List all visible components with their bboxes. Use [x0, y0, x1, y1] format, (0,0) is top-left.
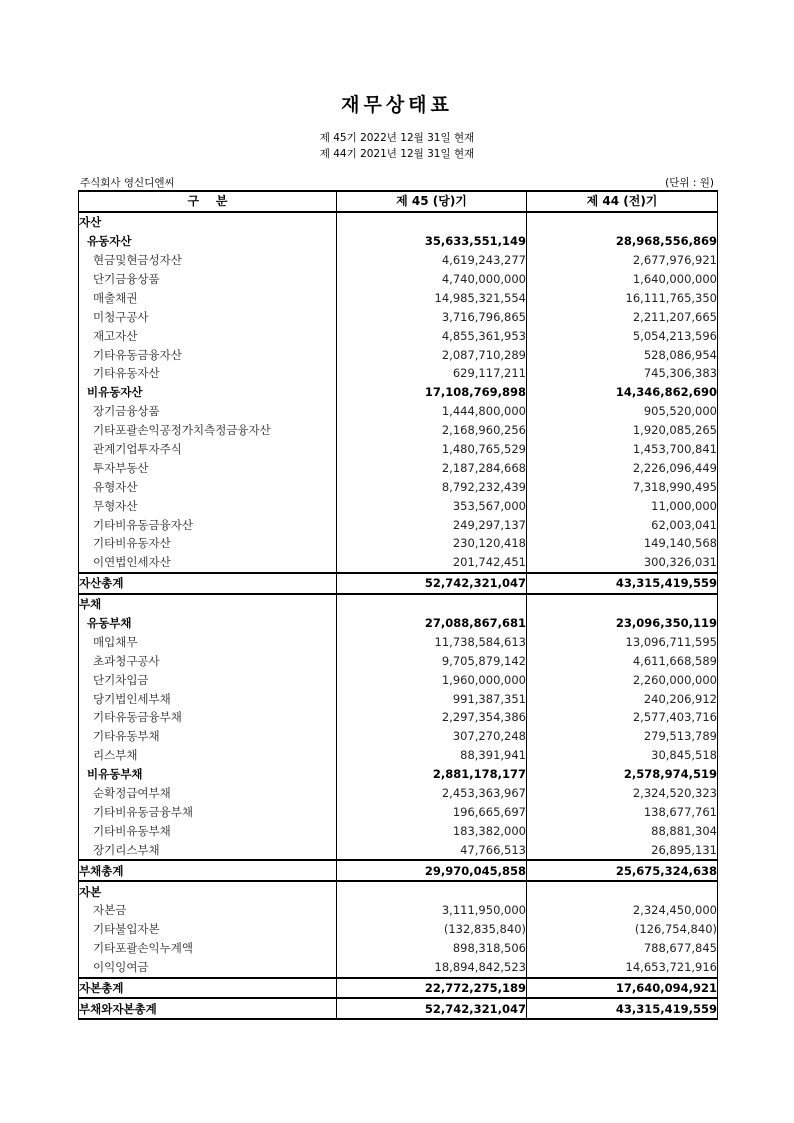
- table-row-item: [79, 288, 718, 307]
- row-prior-value: 2,324,520,323: [527, 784, 718, 803]
- row-prior-value: 1,640,000,000: [527, 270, 718, 289]
- row-current-value: 3,716,796,865: [337, 307, 527, 326]
- row-label: 매입채무: [79, 632, 337, 651]
- table-row-item: [79, 746, 718, 765]
- row-label: 무형자산: [79, 496, 337, 515]
- row-prior-value: 7,318,990,495: [527, 477, 718, 496]
- row-prior-value: 28,968,556,869: [527, 232, 718, 251]
- row-prior-value: 240,206,912: [527, 689, 718, 708]
- row-label: 자산: [79, 212, 337, 232]
- row-current-value: 2,881,178,177: [337, 765, 527, 784]
- table-row-total: [79, 860, 718, 881]
- row-label: 자산총계: [79, 573, 337, 594]
- row-prior-value: 788,677,845: [527, 939, 718, 958]
- row-current-value: 47,766,513: [337, 840, 527, 860]
- header-current: 제 45 (당)기: [337, 191, 527, 212]
- row-current-value: 8,792,232,439: [337, 477, 527, 496]
- table-row-total: [79, 573, 718, 594]
- row-prior-value: 2,677,976,921: [527, 251, 718, 270]
- row-prior-value: 13,096,711,595: [527, 632, 718, 651]
- row-prior-value: 25,675,324,638: [527, 860, 718, 881]
- row-label: 부채: [79, 594, 337, 614]
- table-row-item: [79, 440, 718, 459]
- row-current-value: 353,567,000: [337, 496, 527, 515]
- row-prior-value: 1,453,700,841: [527, 440, 718, 459]
- row-label: 기타유동금융부채: [79, 708, 337, 727]
- period-current: 제 45기 2022년 12월 31일 현재: [319, 132, 475, 144]
- row-prior-value: 17,640,094,921: [527, 978, 718, 999]
- row-current-value: 898,318,506: [337, 939, 527, 958]
- row-prior-value: 149,140,568: [527, 534, 718, 553]
- row-label: 기타포괄손익누계액: [79, 939, 337, 958]
- table-row-item: [79, 251, 718, 270]
- period-prior: 제 44기 2021년 12월 31일 현재: [319, 148, 475, 160]
- table-row-item: [79, 803, 718, 822]
- table-row-item: [79, 670, 718, 689]
- row-current-value: 991,387,351: [337, 689, 527, 708]
- row-current-value: [337, 594, 527, 614]
- row-label: 기타유동부채: [79, 727, 337, 746]
- row-current-value: (132,835,840): [337, 920, 527, 939]
- row-label: 부채와자본총계: [79, 998, 337, 1019]
- table-row-item: [79, 553, 718, 573]
- row-prior-value: 23,096,350,119: [527, 614, 718, 633]
- row-label: 장기금융상품: [79, 402, 337, 421]
- row-current-value: 4,855,361,953: [337, 326, 527, 345]
- table-row-item: [79, 689, 718, 708]
- table-row-item: [79, 901, 718, 920]
- row-prior-value: 43,315,419,559: [527, 998, 718, 1019]
- table-row-subtotal: [79, 614, 718, 633]
- row-current-value: 196,665,697: [337, 803, 527, 822]
- row-prior-value: [527, 881, 718, 901]
- table-row-subtotal: [79, 383, 718, 402]
- row-prior-value: 88,881,304: [527, 821, 718, 840]
- row-prior-value: [527, 212, 718, 232]
- row-current-value: 2,168,960,256: [337, 421, 527, 440]
- row-label: 현금및현금성자산: [79, 251, 337, 270]
- row-prior-value: 300,326,031: [527, 553, 718, 573]
- row-current-value: 27,088,867,681: [337, 614, 527, 633]
- table-row-item: [79, 477, 718, 496]
- row-label: 투자부동산: [79, 458, 337, 477]
- table-row-item: [79, 364, 718, 383]
- row-label: 단기차입금: [79, 670, 337, 689]
- row-label: 기타비유동자산: [79, 534, 337, 553]
- row-current-value: 11,738,584,613: [337, 632, 527, 651]
- row-prior-value: 14,346,862,690: [527, 383, 718, 402]
- row-prior-value: 43,315,419,559: [527, 573, 718, 594]
- row-label: 자본: [79, 881, 337, 901]
- row-label: 기타비유동금융자산: [79, 515, 337, 534]
- table-row-subtotal: [79, 765, 718, 784]
- row-prior-value: 4,611,668,589: [527, 651, 718, 670]
- row-label: 기타불입자본: [79, 920, 337, 939]
- row-prior-value: 528,086,954: [527, 345, 718, 364]
- table-row-item: [79, 821, 718, 840]
- table-row-item: [79, 515, 718, 534]
- row-current-value: 4,740,000,000: [337, 270, 527, 289]
- row-current-value: 9,705,879,142: [337, 651, 527, 670]
- table-row-item: [79, 651, 718, 670]
- row-current-value: 2,297,354,386: [337, 708, 527, 727]
- row-label: 관계기업투자주식: [79, 440, 337, 459]
- row-label: 유형자산: [79, 477, 337, 496]
- row-current-value: 18,894,842,523: [337, 958, 527, 978]
- table-row-item: [79, 958, 718, 978]
- row-prior-value: [527, 594, 718, 614]
- row-label: 순확정급여부채: [79, 784, 337, 803]
- row-prior-value: 2,578,974,519: [527, 765, 718, 784]
- row-current-value: [337, 212, 527, 232]
- row-prior-value: 279,513,789: [527, 727, 718, 746]
- row-current-value: 201,742,451: [337, 553, 527, 573]
- table-row-total: [79, 978, 718, 999]
- row-label: 자본총계: [79, 978, 337, 999]
- table-row-item: [79, 784, 718, 803]
- row-current-value: 249,297,137: [337, 515, 527, 534]
- table-row-item: [79, 708, 718, 727]
- row-prior-value: 2,324,450,000: [527, 901, 718, 920]
- row-label: 미청구공사: [79, 307, 337, 326]
- row-label: 당기법인세부채: [79, 689, 337, 708]
- row-label: 매출채권: [79, 288, 337, 307]
- row-prior-value: 905,520,000: [527, 402, 718, 421]
- row-label: 리스부채: [79, 746, 337, 765]
- row-current-value: 3,111,950,000: [337, 901, 527, 920]
- row-current-value: 1,960,000,000: [337, 670, 527, 689]
- row-current-value: 230,120,418: [337, 534, 527, 553]
- table-row-item: [79, 840, 718, 860]
- row-current-value: 2,453,363,967: [337, 784, 527, 803]
- header-item: 구 분: [79, 191, 337, 212]
- row-label: 장기리스부채: [79, 840, 337, 860]
- row-prior-value: 138,677,761: [527, 803, 718, 822]
- row-current-value: 183,382,000: [337, 821, 527, 840]
- row-current-value: [337, 881, 527, 901]
- company-name: 주식회사 영신디엔씨: [80, 177, 175, 189]
- table-row-item: [79, 345, 718, 364]
- table-row-section: [79, 594, 718, 614]
- row-prior-value: 2,226,096,449: [527, 458, 718, 477]
- row-label: 부채총계: [79, 860, 337, 881]
- row-label: 유동부채: [79, 614, 337, 633]
- row-current-value: 14,985,321,554: [337, 288, 527, 307]
- row-label: 초과청구공사: [79, 651, 337, 670]
- row-label: 단기금융상품: [79, 270, 337, 289]
- row-current-value: 35,633,551,149: [337, 232, 527, 251]
- row-prior-value: 30,845,518: [527, 746, 718, 765]
- table-row-subtotal: [79, 232, 718, 251]
- row-current-value: 1,444,800,000: [337, 402, 527, 421]
- unit-label: (단위 : 원): [665, 177, 714, 189]
- row-current-value: 22,772,275,189: [337, 978, 527, 999]
- row-prior-value: 1,920,085,265: [527, 421, 718, 440]
- table-row-item: [79, 458, 718, 477]
- row-prior-value: 14,653,721,916: [527, 958, 718, 978]
- row-label: 자본금: [79, 901, 337, 920]
- table-header-row: [79, 191, 718, 212]
- table-row-item: [79, 534, 718, 553]
- row-prior-value: 62,003,041: [527, 515, 718, 534]
- row-prior-value: 2,211,207,665: [527, 307, 718, 326]
- row-prior-value: 2,260,000,000: [527, 670, 718, 689]
- row-current-value: 52,742,321,047: [337, 573, 527, 594]
- row-label: 기타비유동금융부채: [79, 803, 337, 822]
- row-label: 비유동자산: [79, 383, 337, 402]
- row-current-value: 307,270,248: [337, 727, 527, 746]
- table-row-item: [79, 402, 718, 421]
- row-current-value: 29,970,045,858: [337, 860, 527, 881]
- row-prior-value: (126,754,840): [527, 920, 718, 939]
- row-label: 재고자산: [79, 326, 337, 345]
- row-current-value: 1,480,765,529: [337, 440, 527, 459]
- table-row-item: [79, 920, 718, 939]
- table-row-item: [79, 939, 718, 958]
- row-current-value: 4,619,243,277: [337, 251, 527, 270]
- table-row-item: [79, 727, 718, 746]
- balance-sheet-table: [78, 190, 718, 1020]
- row-current-value: 52,742,321,047: [337, 998, 527, 1019]
- document-title: 재무상태표: [341, 94, 453, 116]
- table-row-section: [79, 881, 718, 901]
- table-row-item: [79, 496, 718, 515]
- row-prior-value: 2,577,403,716: [527, 708, 718, 727]
- row-label: 이익잉여금: [79, 958, 337, 978]
- row-label: 기타포괄손익공정가치측정금융자산: [79, 421, 337, 440]
- row-label: 기타비유동부채: [79, 821, 337, 840]
- row-current-value: 629,117,211: [337, 364, 527, 383]
- row-label: 비유동부채: [79, 765, 337, 784]
- row-prior-value: 26,895,131: [527, 840, 718, 860]
- row-current-value: 88,391,941: [337, 746, 527, 765]
- row-current-value: 17,108,769,898: [337, 383, 527, 402]
- row-label: 이연법인세자산: [79, 553, 337, 573]
- row-prior-value: 5,054,213,596: [527, 326, 718, 345]
- row-prior-value: 745,306,383: [527, 364, 718, 383]
- row-prior-value: 11,000,000: [527, 496, 718, 515]
- header-prior: 제 44 (전)기: [527, 191, 718, 212]
- table-row-item: [79, 421, 718, 440]
- table-body: [79, 212, 718, 1019]
- table-row-item: [79, 270, 718, 289]
- row-prior-value: 16,111,765,350: [527, 288, 718, 307]
- table-row-item: [79, 307, 718, 326]
- row-label: 기타유동자산: [79, 364, 337, 383]
- table-row-section: [79, 212, 718, 232]
- row-label: 기타유동금융자산: [79, 345, 337, 364]
- table-row-item: [79, 326, 718, 345]
- row-current-value: 2,087,710,289: [337, 345, 527, 364]
- row-current-value: 2,187,284,668: [337, 458, 527, 477]
- table-row-item: [79, 632, 718, 651]
- table-row-total: [79, 998, 718, 1019]
- row-label: 유동자산: [79, 232, 337, 251]
